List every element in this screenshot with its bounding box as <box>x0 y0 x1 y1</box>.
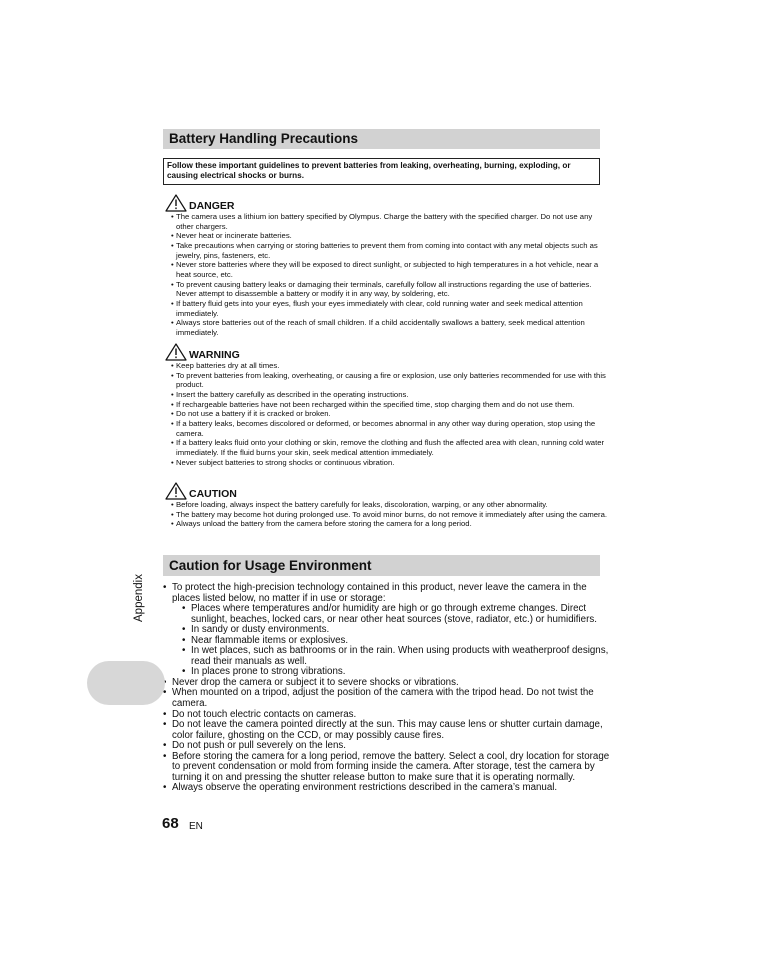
caution-group <box>165 481 610 529</box>
list-item <box>162 583 610 678</box>
list-item: • Never store batteries where they will be exposed to direct sunlight, or subjected to high temperatures in a hot vehicle, near a heat source, etc. <box>165 260 610 279</box>
list-item: • Do not use a battery if it is cracked or broken. <box>165 409 610 419</box>
danger-label: DANGER <box>189 200 235 212</box>
list-item: • If battery fluid gets into your eyes, flush your eyes immediately with clear, cold running water and seek medical attention immediately. <box>165 299 610 318</box>
warning-triangle-icon <box>165 194 187 212</box>
list-item: • Do not touch electric contacts on cameras. <box>162 710 610 721</box>
section-tab-marker <box>87 661 165 705</box>
language-code: EN <box>189 821 203 832</box>
list-item: • Keep batteries dry at all times. <box>165 361 610 371</box>
list-item: • If a battery leaks fluid onto your clothing or skin, remove the clothing and flush the affected area with clean, running cold water immediately. If the fluid burns your skin, seek medical attention immediately. <box>165 438 610 457</box>
list-item: • Insert the battery carefully as described in the operating instructions. <box>165 390 610 400</box>
list-item: • Places where temperatures and/or humidity are high or go through extreme changes. Direct sunlight, beaches, locked cars, or near other heat sources (stove, radiator, etc.) or humidifiers. <box>172 604 610 625</box>
list-item: • To prevent batteries from leaking, overheating, or causing a fire or explosion, use only batteries recommended for use with this product. <box>165 371 610 390</box>
danger-group <box>165 193 610 338</box>
list-item: • In wet places, such as bathrooms or in the rain. When using products with weatherproof designs, read their manuals as well. <box>172 646 610 667</box>
list-item: • If rechargeable batteries have not been recharged within the specified time, stop charging them and do not use them. <box>165 400 610 410</box>
caution-list <box>165 500 610 529</box>
list-item: • Before storing the camera for a long period, remove the battery. Select a cool, dry location for storage to prevent condensation or mold from forming inside the camera. After storage, test the camera by turning it on and pressing the shutter release button to make sure that it is operating normally. <box>162 752 610 784</box>
danger-list <box>165 212 610 338</box>
list-item: • Always observe the operating environment restrictions described in the camera’s manual. <box>162 783 610 794</box>
list-item: • Always store batteries out of the reach of small children. If a child accidentally swallows a battery, seek medical attention immediately. <box>165 318 610 337</box>
list-item: • Never heat or incinerate batteries. <box>165 231 610 241</box>
warning-list <box>165 361 610 467</box>
page-number: 68 <box>162 815 179 832</box>
warning-triangle-icon <box>165 482 187 500</box>
list-item: • Always unload the battery from the camera before storing the camera for a long period. <box>165 519 610 529</box>
list-item: • To prevent causing battery leaks or damaging their terminals, carefully follow all instructions regarding the use of batteries. Never attempt to disassemble a battery or modify it in any way, by soldering, etc. <box>165 280 610 299</box>
caution-label: CAUTION <box>189 488 237 500</box>
usage-list <box>162 583 610 794</box>
battery-section-heading: Battery Handling Precautions <box>163 129 600 149</box>
list-item: • In places prone to strong vibrations. <box>172 667 610 678</box>
list-item: • The battery may become hot during prolonged use. To avoid minor burns, do not remove it immediately after using the camera. <box>165 510 610 520</box>
list-item: • When mounted on a tripod, adjust the position of the camera with the tripod head. Do not twist the camera. <box>162 688 610 709</box>
list-item: • The camera uses a lithium ion battery specified by Olympus. Charge the battery with the specified charger. Do not use any other chargers. <box>165 212 610 231</box>
list-item: • Near flammable items or explosives. <box>172 636 610 647</box>
appendix-tab-label: Appendix <box>133 574 145 622</box>
usage-content <box>162 583 610 794</box>
list-item: • Do not leave the camera pointed directly at the sun. This may cause lens or shutter curtain damage, color failure, ghosting on the CCD, or may possibly cause fires. <box>162 720 610 741</box>
list-item: • Take precautions when carrying or storing batteries to prevent them from coming into contact with any metal objects such as jewelry, pins, fasteners, etc. <box>165 241 610 260</box>
usage-intro: To protect the high-precision technology contained in this product, never leave the camera in the places listed below, no matter if in use or storage: <box>172 582 587 604</box>
warning-triangle-icon <box>165 343 187 361</box>
list-item: • Before loading, always inspect the battery carefully for leaks, discoloration, warping, or any other abnormality. <box>165 500 610 510</box>
list-item: • If a battery leaks, becomes discolored or deformed, or becomes abnormal in any other way during operation, stop using the camera. <box>165 419 610 438</box>
battery-intro-box: Follow these important guidelines to prevent batteries from leaking, overheating, burning, exploding, or causing electrical shocks or burns. <box>163 158 600 185</box>
warning-group <box>165 342 610 467</box>
list-item: • Do not push or pull severely on the lens. <box>162 741 610 752</box>
list-item: • Never drop the camera or subject it to severe shocks or vibrations. <box>162 678 610 689</box>
warning-label: WARNING <box>189 349 240 361</box>
places-list <box>172 604 610 678</box>
usage-section-heading: Caution for Usage Environment <box>163 555 600 576</box>
list-item: • In sandy or dusty environments. <box>172 625 610 636</box>
list-item: • Never subject batteries to strong shocks or continuous vibration. <box>165 458 610 468</box>
